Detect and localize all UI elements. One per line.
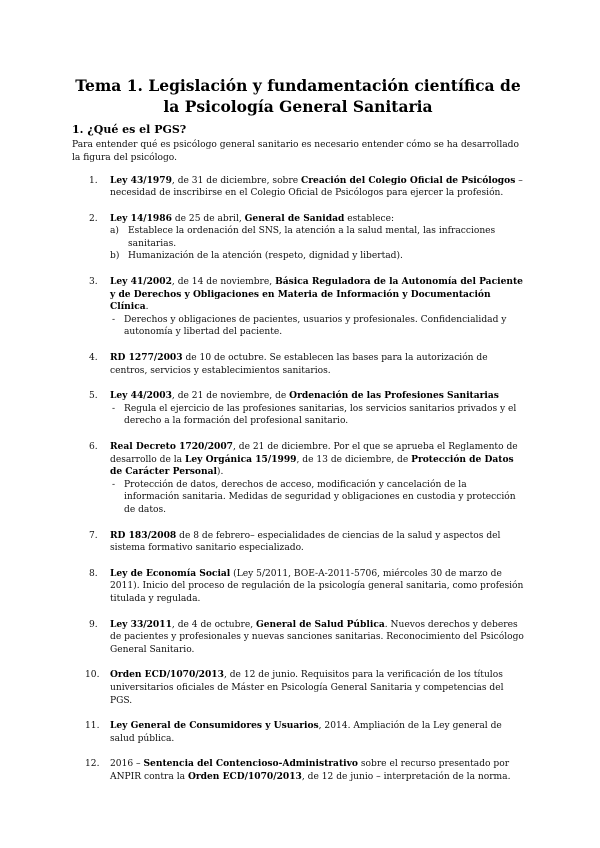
item-text-bold: Ley 33/2011 [110, 618, 172, 630]
item-text-run: , de 31 de diciembre, sobre [171, 175, 302, 186]
item-text-bold: Básica Reguladora de la Autonomía del Paciente y de Derechos y Obligaciones en Materia de Información y Documentación Clínica [110, 276, 523, 313]
item-text [110, 720, 524, 745]
item-text-bold: Protección de Datos de Carácter Personal [110, 453, 514, 478]
sub-item-marker: - [112, 314, 116, 325]
item-text-run: , de 4 de octubre, [171, 619, 256, 630]
item-text-run: ). [216, 467, 224, 478]
legislation-item [72, 441, 524, 517]
item-text-bold: General de Sanidad [244, 212, 345, 224]
sub-item [110, 314, 524, 339]
intro-paragraph: Para entender qué es psicólogo general sanitario es necesario entender cómo se ha desarrollado la figura del psicólogo. [72, 140, 519, 164]
item-text-bold: RD 1277/2003 [110, 352, 183, 364]
legislation-item [72, 390, 524, 428]
item-text-run: , de 14 de noviembre, [171, 277, 276, 288]
item-text [110, 213, 524, 226]
sub-item [110, 225, 524, 250]
item-text [110, 441, 524, 479]
item-text [110, 568, 524, 606]
item-text-bold: Creación del Colegio Oficial de Psicólogos [301, 174, 516, 186]
item-number: 2. [89, 213, 98, 224]
sub-item-text: Derechos y obligaciones de pacientes, usuarios y profesionales. Confidencialidad y autonomía y libertad del paciente. [124, 314, 507, 338]
sub-item-text: Regula el ejercicio de las profesiones sanitarias, los servicios sanitarios privados y el derecho a la formación del profesional sanitario. [124, 403, 517, 427]
legislation-item [72, 758, 524, 783]
legislation-item [72, 530, 524, 555]
item-text-bold: Ley 44/2003 [110, 390, 172, 402]
item-text-run: , de 12 de junio. Requisitos para la verificación de los títulos universitarios oficiales de Máster en Psicología General Sanitaria y competencias del PGS. [110, 670, 504, 706]
item-number: 10. [85, 670, 100, 681]
legislation-item [72, 720, 524, 745]
item-text-bold: Ley de Economía Social [110, 567, 231, 579]
sub-item-text: Establece la ordenación del SNS, la atención a la salud mental, las infracciones sanitarias. [128, 226, 496, 249]
legislation-list [72, 175, 524, 784]
item-text-run: , de 13 de diciembre, de [296, 454, 412, 465]
item-text [110, 175, 524, 200]
item-text-bold: Ordenación de las Profesiones Sanitarias [289, 390, 499, 402]
item-text [110, 669, 524, 707]
sub-item-marker: - [112, 403, 116, 414]
sub-item-marker: - [112, 479, 116, 490]
item-number: 1. [89, 175, 98, 186]
sub-item-marker: b) [110, 251, 120, 262]
item-text-run: . Nuevos derechos y deberes de pacientes y profesionales y nuevas sanciones sanitarias. Reconocimiento del Psicólogo General Sanitario. [110, 619, 524, 655]
legislation-item [72, 352, 524, 377]
item-text-bold: Orden ECD/1070/2013 [110, 669, 224, 681]
item-text-bold: General de Salud Pública [255, 618, 385, 630]
item-number: 4. [89, 353, 98, 364]
item-number: 12. [85, 759, 100, 770]
legislation-item [72, 619, 524, 657]
item-text [110, 619, 524, 657]
item-text-run: de 10 de octubre. Se establecen las bases para la autorización de centros, servicios y establecimientos sanitarios. [110, 353, 488, 376]
legislation-item [72, 669, 524, 707]
item-number: 6. [89, 442, 98, 452]
item-number: 7. [89, 530, 98, 541]
section-heading: 1. ¿Qué es el PGS? [72, 123, 187, 136]
item-text-bold: Ley 41/2002 [110, 276, 172, 288]
item-text-bold: Ley Orgánica 15/1999 [184, 453, 297, 465]
item-number: 3. [89, 277, 98, 288]
item-text [110, 352, 524, 377]
item-text [110, 390, 524, 403]
legislation-item [72, 175, 524, 200]
item-text-run: , de 21 de noviembre, de [171, 391, 290, 402]
item-number: 5. [89, 391, 98, 402]
sub-list [110, 479, 524, 517]
item-text-run: , 2014. Ampliación de la Ley general de salud pública. [110, 721, 502, 744]
item-text [110, 530, 524, 555]
item-text-run: (Ley 5/2011, BOE-A-2011-5706, miércoles 30 de marzo de 2011). Inicio del proceso de regulación de la psicología general sanitaria, como profesión titulada y regulada. [110, 568, 524, 604]
item-text-run: . [145, 302, 149, 313]
item-number: 8. [89, 568, 98, 579]
document-title: Tema 1. Legislación y fundamentación científica de la Psicología General Sanitaria [75, 76, 521, 116]
sub-list [110, 314, 524, 339]
legislation-item [72, 568, 524, 606]
item-text-bold: RD 183/2008 [110, 529, 177, 541]
item-text-run: , de 12 de junio – interpretación de la norma. [301, 771, 511, 782]
item-text-bold: Ley 43/1979 [110, 174, 172, 186]
sub-item-text: Humanización de la atención (respeto, dignidad y libertad). [128, 251, 403, 262]
sub-item [110, 479, 524, 517]
item-text-bold: Orden ECD/1070/2013 [187, 770, 302, 782]
item-text-bold: Ley General de Consumidores y Usuarios [110, 720, 319, 732]
sub-item-marker: a) [110, 226, 119, 237]
sub-item-text: Protección de datos, derechos de acceso, modificación y cancelación de la información sanitaria. Medidas de seguridad y obligaciones en custodia y protección de datos. [124, 479, 516, 515]
item-text-run: – necesidad de inscribirse en el Colegio Oficial de Psicólogos para ejercer la profesión. [110, 175, 523, 199]
sub-list [110, 403, 524, 428]
item-text [110, 276, 524, 314]
item-text-run: establece: [344, 213, 395, 224]
item-text-bold: Ley 14/1986 [110, 212, 172, 224]
item-number: 11. [85, 721, 100, 732]
item-text-run: de 8 de febrero– especialidades de ciencias de la salud y aspectos del sistema formativo sanitario especializado. [110, 530, 501, 554]
item-text-bold: Real Decreto 1720/2007 [110, 441, 234, 452]
item-text-run: , de 21 de diciembre. Por el que se aprueba el Reglamento de desarrollo de la [110, 442, 518, 465]
sub-item [110, 403, 524, 428]
sub-list [110, 225, 524, 263]
legislation-item [72, 276, 524, 339]
item-text-run: 2016 – [110, 759, 144, 770]
item-text [110, 758, 524, 783]
sub-item [110, 250, 524, 263]
item-text-run: sobre el recurso presentado por ANPIR contra la [110, 759, 510, 782]
legislation-item [72, 213, 524, 263]
item-text-run: de 25 de abril, [171, 213, 245, 224]
item-number: 9. [89, 619, 98, 630]
item-text-bold: Sentencia del Contencioso-Administrativo [143, 758, 358, 770]
